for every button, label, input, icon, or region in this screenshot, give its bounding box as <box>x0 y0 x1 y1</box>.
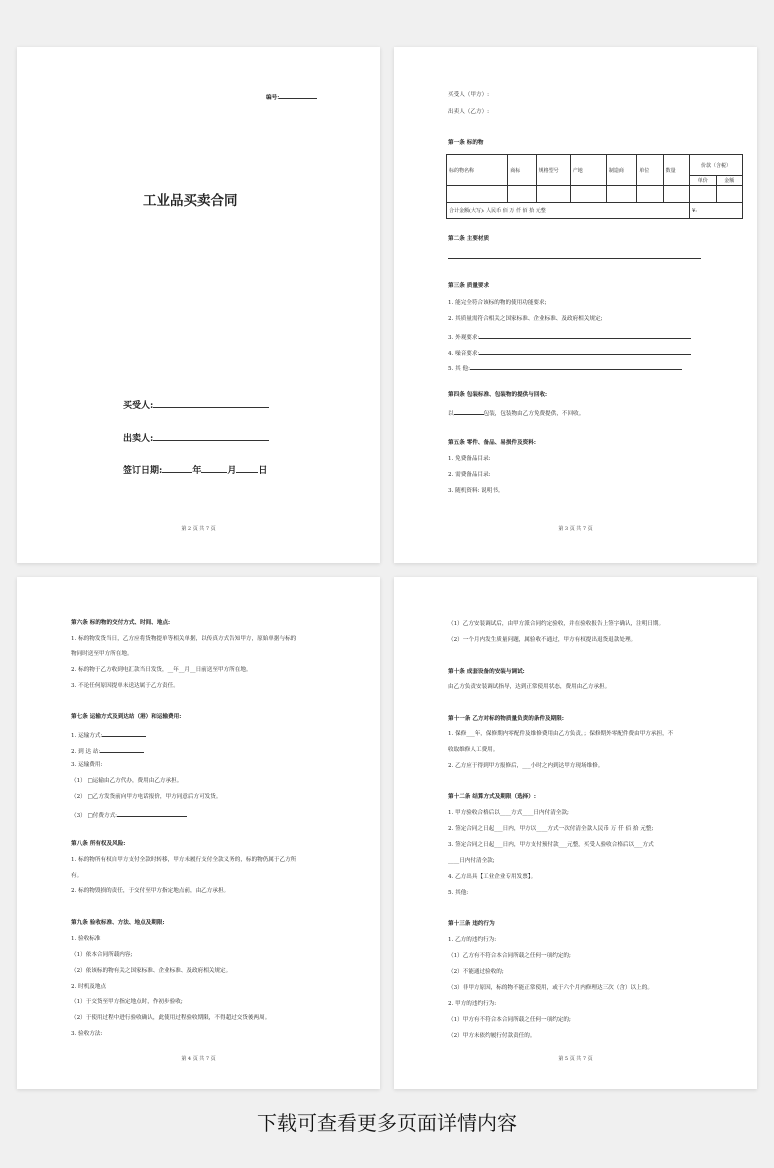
download-banner[interactable]: 下载可查看更多页面详情内容 <box>257 1111 517 1135</box>
quality-item-4-label: 4. 噪音要求: <box>448 351 480 357</box>
ownership-item: 1. 标的物所有权自甲方支付全款时转移，甲方未履行支付全款义务的，标的物仍属于乙方所 <box>71 857 297 863</box>
buyer-line <box>153 399 269 408</box>
delivery-item: 3. 不论任何原因提单未送达属于乙方责任。 <box>71 683 179 689</box>
contract-number-line <box>279 92 317 99</box>
th-amount: 金额 <box>716 176 742 186</box>
parts-item-3: 3. 随机资料: 说明书。 <box>448 488 504 494</box>
seller-label: 出卖人: <box>123 434 154 444</box>
inspection-item: （1）于交货至甲方指定地点时，作初步验收; <box>71 999 183 1005</box>
table-row <box>447 186 743 203</box>
quality-item-5-label: 5. 其 他: <box>448 366 470 372</box>
contract-number <box>266 92 317 102</box>
material-line <box>448 258 701 259</box>
inspection-item: 3. 验收方法: <box>71 1031 103 1037</box>
document-page-3 <box>17 577 380 1089</box>
warranty-item: 收取维修人工费用。 <box>448 747 499 753</box>
breach-item: （1）甲方有不符合本合同所载之任何一项约定的; <box>448 1017 571 1023</box>
section-9-title: 第九条 验收标准、方法、地点及期限: <box>71 920 165 926</box>
installation-text: 由乙方负责安装调试指导，达到正常使用状态，费用由乙方承担。 <box>448 684 611 690</box>
inspection-item: （2）依该标的物有关之国家标准、企业标准、及政府相关规定。 <box>71 968 232 974</box>
transport-item <box>71 810 187 820</box>
quality-item-3-label: 3. 外观要求: <box>448 335 480 341</box>
settlement-item: 2. 签定合同之日起___日内，甲方以____方式一次付清全款人民币 万 仟 佰 拾 元整; <box>448 826 654 832</box>
section-10-title: 第十条 成套设备的安装与调试: <box>448 669 525 675</box>
parts-item-2: 2. 需费备品目录: <box>448 472 491 478</box>
section-5-title: 第五条 零件、备品、易损件及资料: <box>448 440 536 446</box>
th-goods-name: 标的物名称 <box>447 155 508 186</box>
th-unit-price: 单价 <box>690 176 716 186</box>
settlement-item: 3. 签定合同之日起___日内，甲方支付预付款___元整，买受人验收合格后以___方式 <box>448 842 654 848</box>
quality-item-4 <box>448 348 691 358</box>
total-amount-number: ¥: <box>690 203 743 219</box>
breach-item: 2. 甲方的违约行为: <box>448 1001 497 1007</box>
buyer-label: 买受人: <box>123 401 154 411</box>
document-title: 工业品买卖合同 <box>143 193 238 209</box>
settlement-item: ____日内付清全款; <box>448 858 495 864</box>
breach-item: （1）乙方有不符合本合同所载之任何一项约定的; <box>448 953 571 959</box>
quality-item-1: 1. 能完全符合该标的物的使用功能要求; <box>448 300 547 306</box>
transport-item-label: （3） □付费方式: <box>71 813 118 819</box>
section-1-title: 第一条 标的物 <box>448 140 484 146</box>
section-2-title: 第二条 主要材质 <box>448 236 490 242</box>
seller-field <box>123 431 269 444</box>
section-6-title: 第六条 标的物的交付方式、时间、地点: <box>71 620 171 626</box>
fill-line <box>100 746 144 753</box>
seller-line <box>153 432 269 441</box>
th-brand: 商标 <box>508 155 536 186</box>
th-manufacturer: 制造商 <box>606 155 636 186</box>
fill-line <box>479 332 691 339</box>
settlement-item: 1. 甲方验收合格后以____方式____日内付清全款; <box>448 810 569 816</box>
sign-date-field <box>123 463 267 476</box>
fill-line <box>102 730 146 737</box>
section-13-title: 第十三条 违约行为 <box>448 921 495 927</box>
packaging-text-b: 包装，包装物由乙方免费提供，不回收。 <box>483 411 585 417</box>
contract-number-label: 编号: <box>266 95 280 101</box>
breach-item: 1. 乙方的违约行为: <box>448 937 497 943</box>
section-12-title: 第十二条 结算方式及期限（选择）: <box>448 794 536 800</box>
seller-line-text: 出卖人（乙方）: <box>448 109 490 115</box>
settlement-item: 4. 乙方出具【工业企业专用发票】。 <box>448 874 537 880</box>
section-3-title: 第三条 质量要求 <box>448 283 490 289</box>
ownership-item: 2. 标的物毁损的责任，于交付至甲方指定地点前，由乙方承担。 <box>71 888 230 894</box>
year-line <box>162 464 192 473</box>
month-label: 月 <box>227 466 237 476</box>
packaging-text-a: 以 <box>448 411 454 417</box>
th-unit: 单位 <box>637 155 663 186</box>
transport-item <box>71 746 144 756</box>
transport-item-label: 1. 运输方式: <box>71 733 103 739</box>
day-label: 日 <box>258 466 268 476</box>
parts-item-1: 1. 免费备品目录: <box>448 456 491 462</box>
sign-date-label: 签订日期: <box>123 466 163 476</box>
page-footer: 第 3 页 共 7 页 <box>558 526 593 532</box>
delivery-item: 1. 标的物发货当日，乙方应将货物提单等相关单据，以传真方式告知甲方，原始单据与标的 <box>71 636 297 642</box>
buyer-field <box>123 398 269 411</box>
quality-item-5 <box>448 363 682 373</box>
inspection-item: （2）于使用过程中进行验收确认，此使用过程验收期限，不得超过交货後两周。 <box>71 1015 271 1021</box>
breach-item: （3）非甲方原因，标的物不能正常使用，或于六个月内修理达三次（含）以上的。 <box>448 985 653 991</box>
table-total-row <box>447 203 743 219</box>
inspection-item: （1）依本合同所载内容; <box>71 952 133 958</box>
fill-line <box>479 348 691 355</box>
acceptance-item: （2）一个月内发生质量问题，属验收不通过，甲方有权提出退货退款处理。 <box>448 637 637 643</box>
th-origin: 产地 <box>570 155 606 186</box>
document-page-2 <box>394 47 757 563</box>
transport-item: （1） □运输由乙方代办，费用由乙方承担。 <box>71 778 183 784</box>
th-model: 规格型号 <box>536 155 570 186</box>
inspection-item: 2. 时机及地点 <box>71 984 107 990</box>
quality-item-2: 2. 其质量需符合相关之国家标准、企业标准、及政府相关规定; <box>448 316 603 322</box>
page-footer: 第 4 页 共 7 页 <box>181 1056 216 1062</box>
total-amount-words: 合计金额(大写): 人民币 佰 万 仟 佰 拾 元整 <box>447 203 690 219</box>
year-label: 年 <box>192 466 202 476</box>
fill-line <box>470 363 682 370</box>
section-4-title: 第四条 包装标准、包装物的提供与回收: <box>448 392 548 398</box>
fill-line <box>454 408 484 415</box>
fill-line <box>117 810 187 817</box>
settlement-item: 5. 其他: <box>448 890 469 896</box>
buyer-line-text: 买受人（甲方）: <box>448 92 490 98</box>
delivery-item: 2. 标的物于乙方收到电汇款当日发货，__年__月__日前送至甲方所在地。 <box>71 667 252 673</box>
warranty-item: 1. 保修___年，保修期内零配件及维修费用由乙方负责，；保修期外零配件费由甲方承担，不 <box>448 731 674 737</box>
breach-item: （2）甲方未依约履行付款责任的。 <box>448 1033 536 1039</box>
delivery-item: 物同时送至甲方所在地。 <box>71 651 133 657</box>
page-footer: 第 5 页 共 7 页 <box>558 1056 593 1062</box>
transport-item: （2） □乙方发货前向甲方电话报价，甲方同意后方可发货。 <box>71 794 222 800</box>
page-footer: 第 2 页 共 7 页 <box>181 526 216 532</box>
ownership-item: 有。 <box>71 873 83 879</box>
section-11-title: 第十一条 乙方对标的物质量负责的条件及期限: <box>448 716 564 722</box>
th-quantity: 数量 <box>663 155 689 186</box>
packaging-text <box>448 408 584 418</box>
section-7-title: 第七条 运输方式及到达站（港）和运输费用: <box>71 714 182 720</box>
goods-table <box>446 154 743 219</box>
transport-item-label: 2. 到 达 站: <box>71 749 101 755</box>
transport-item <box>71 730 146 740</box>
acceptance-item: （1）乙方安装调试后，由甲方派合同约定验收，并在验收报告上签字确认，注明日期。 <box>448 621 665 627</box>
section-8-title: 第八条 所有权及风险: <box>71 841 126 847</box>
warranty-item: 2. 乙方应于得到甲方报修后，___小时之内到达甲方现场维修。 <box>448 763 604 769</box>
breach-item: （2）不能通过验收的; <box>448 969 504 975</box>
th-price-group: 价款（含税） <box>690 155 743 176</box>
transport-item: 3. 运输费用: <box>71 762 103 768</box>
day-line <box>236 464 258 473</box>
document-page-4 <box>394 577 757 1089</box>
document-page-cover <box>17 47 380 563</box>
month-line <box>201 464 227 473</box>
inspection-item: 1. 验收标准 <box>71 936 101 942</box>
quality-item-3 <box>448 332 691 342</box>
